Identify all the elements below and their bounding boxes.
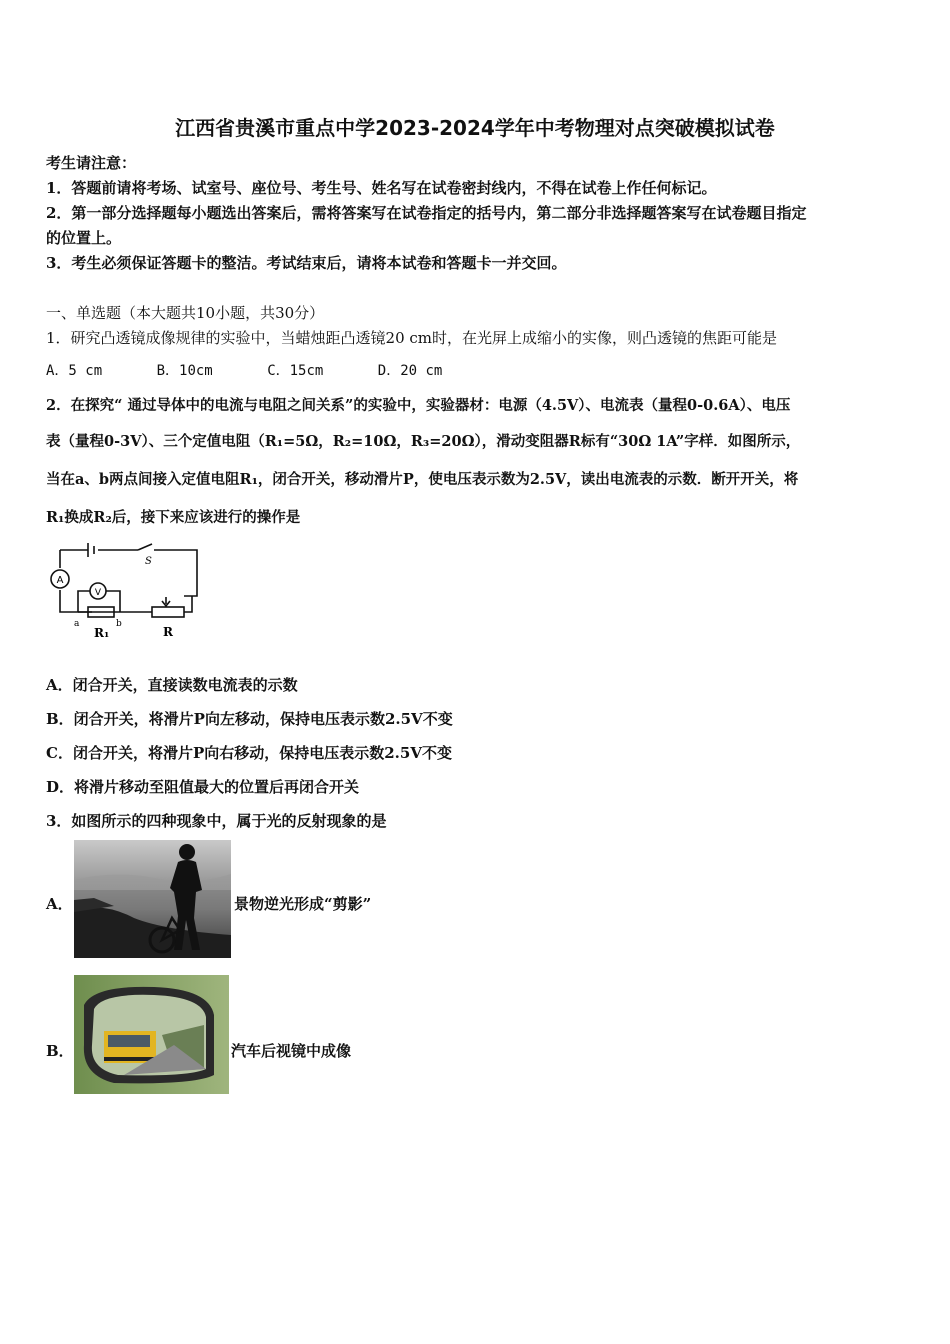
q3-stem: 3．如图所示的四种现象中，属于光的反射现象的是 bbox=[46, 812, 387, 830]
rheostat-label: R bbox=[163, 625, 173, 639]
q1-option-a: A．5 cm bbox=[46, 363, 103, 379]
node-b-label: b bbox=[116, 619, 122, 629]
q2-option-a: A．闭合开关，直接读数电流表的示数 bbox=[46, 676, 298, 694]
r1-label: R₁ bbox=[94, 626, 110, 640]
page-title: 江西省贵溪市重点中学2023-2024学年中考物理对点突破模拟试卷 bbox=[175, 116, 775, 140]
q2-line-4: R₁换成R₂后，接下来应该进行的操作是 bbox=[46, 509, 301, 526]
mirror-photo bbox=[74, 975, 229, 1094]
q1-option-c: C．15cm bbox=[267, 363, 324, 379]
ammeter-label: A bbox=[56, 575, 64, 586]
switch-label: S bbox=[145, 556, 152, 567]
q1-options bbox=[46, 360, 488, 380]
q2-option-d: D．将滑片移动至阻值最大的位置后再闭合开关 bbox=[46, 778, 360, 796]
q1-stem: 1．研究凸透镜成像规律的实验中，当蜡烛距凸透镜20 cm时，在光屏上成缩小的实像，则凸透镜的焦距可能是 bbox=[46, 329, 778, 347]
section-heading: 一、单选题（本大题共10小题，共30分） bbox=[46, 304, 325, 322]
notice-item-3: 3．考生必须保证答题卡的整洁。考试结束后，请将本试卷和答题卡一并交回。 bbox=[46, 254, 567, 272]
q1-option-b: B．10cm bbox=[156, 363, 213, 379]
q1-option-d: D．20 cm bbox=[377, 363, 443, 379]
q2-option-c: C．闭合开关，将滑片P向右移动，保持电压表示数2.5V不变 bbox=[46, 744, 452, 762]
voltmeter-label: V bbox=[94, 588, 102, 598]
circuit-diagram bbox=[42, 540, 204, 642]
q2-line-1: 2．在探究“ 通过导体中的电流与电阻之间关系”的实验中，实验器材：电源（4.5V）、电流表（量程0-0.6A）、电压 bbox=[46, 397, 791, 414]
notice-heading: 考生请注意： bbox=[46, 154, 137, 172]
q2-option-b: B．闭合开关，将滑片P向左移动，保持电压表示数2.5V不变 bbox=[46, 710, 453, 728]
q2-line-3: 当在a、b两点间接入定值电阻R₁，闭合开关，移动滑片P，使电压表示数为2.5V，读出电流表的示数．断开开关，将 bbox=[46, 471, 799, 488]
notice-item-2-cont: 的位置上。 bbox=[46, 229, 122, 247]
q3-option-b-caption: 汽车后视镜中成像 bbox=[231, 1042, 352, 1060]
q2-line-2: 表（量程0-3V）、三个定值电阻（R₁=5Ω，R₂=10Ω，R₃=20Ω），滑动变阻器R标有“30Ω 1A”字样．如图所示， bbox=[46, 433, 801, 450]
node-a-label: a bbox=[74, 619, 80, 629]
notice-item-2: 2．第一部分选择题每小题选出答案后，需将答案写在试卷指定的括号内，第二部分非选择题答案写在试卷题目指定 bbox=[46, 204, 807, 222]
notice-item-1: 1．答题前请将考场、试室号、座位号、考生号、姓名写在试卷密封线内，不得在试卷上作任何标记。 bbox=[46, 179, 717, 197]
q3-option-a-caption: 景物逆光形成“剪影” bbox=[234, 895, 372, 913]
q3-option-b-label: B． bbox=[46, 1042, 74, 1060]
q3-option-a-label: A． bbox=[46, 895, 73, 913]
silhouette-photo bbox=[74, 840, 231, 958]
